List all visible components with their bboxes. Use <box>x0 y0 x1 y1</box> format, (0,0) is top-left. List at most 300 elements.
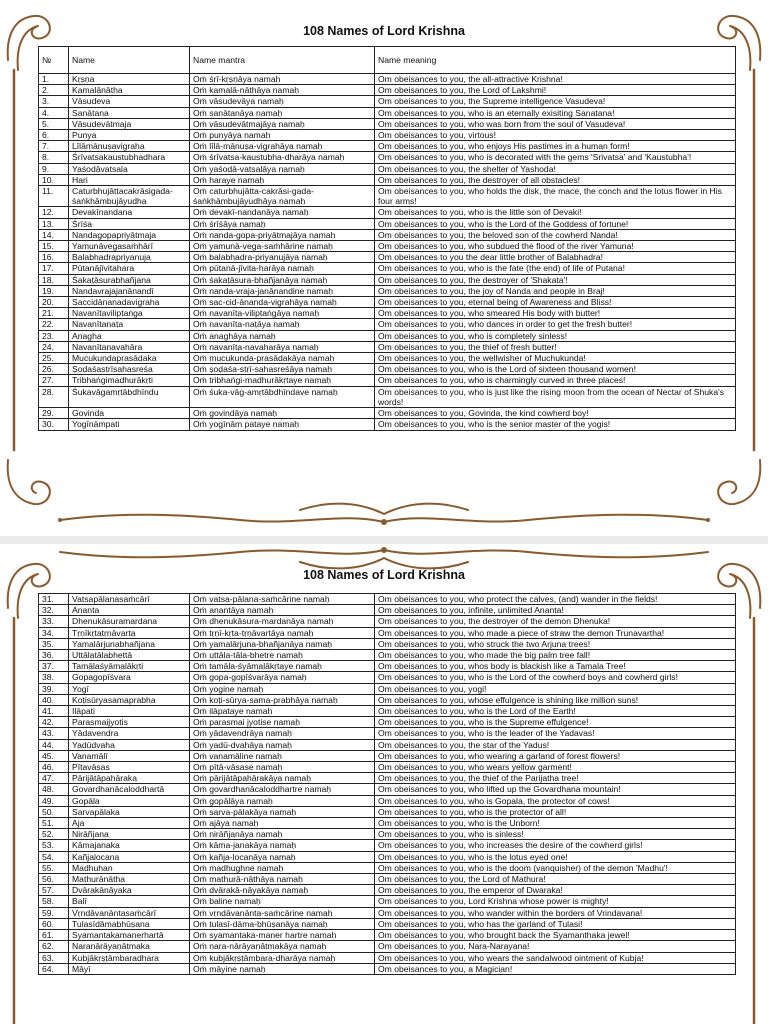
cell-name: Syamantakamanerhartā <box>69 930 190 941</box>
cell-number: 10. <box>39 174 69 185</box>
cell-mantra: Oṁ vāsudevātmajāya namaḥ <box>190 118 375 129</box>
cell-mantra: Oṁ yogine namaḥ <box>190 683 375 694</box>
cell-name: Śukavāgamṛtābdhīndu <box>69 386 190 407</box>
table-row <box>39 650 736 661</box>
cell-mantra: Oṁ pūtanā-jīvita-harāya namaḥ <box>190 263 375 274</box>
cell-mantra: Oṁ mathurā-nāthāya namaḥ <box>190 874 375 885</box>
cell-mantra: Oṁ navanīta-navaharāya namaḥ <box>190 341 375 352</box>
cell-number: 47. <box>39 773 69 784</box>
cell-number: 37. <box>39 661 69 672</box>
cell-number: 38. <box>39 672 69 683</box>
cell-name: Kṛṣṇa <box>69 74 190 85</box>
cell-name: Sarvapālaka <box>69 806 190 817</box>
cell-meaning: Om obeisances to you, the star of the Yadus! <box>375 739 736 750</box>
cell-mantra: Oṁ nanda-gopa-priyātmajāya namaḥ <box>190 229 375 240</box>
cell-name: Hari <box>69 174 190 185</box>
cell-number: 14. <box>39 229 69 240</box>
cell-mantra: Oṁ navanīta-viliptaṅgāya namaḥ <box>190 308 375 319</box>
cell-meaning: Om obeisances to you, the all-attractive Krishna! <box>375 74 736 85</box>
table-row <box>39 930 736 941</box>
cell-meaning: Om obeisances to you, who is the lotus eyed one! <box>375 851 736 862</box>
cell-number: 50. <box>39 806 69 817</box>
cell-meaning: Om obeisances to you, who wander within the borders of Vrindavana! <box>375 907 736 918</box>
table-row <box>39 74 736 85</box>
cell-number: 46. <box>39 762 69 773</box>
table-row <box>39 963 736 974</box>
cell-mantra: Oṁ nirāñjanāya namaḥ <box>190 829 375 840</box>
cell-name: Balabhadrapriyanuja <box>69 252 190 263</box>
cell-number: 61. <box>39 930 69 941</box>
cell-number: 27. <box>39 375 69 386</box>
table-row <box>39 263 736 274</box>
cell-number: 23. <box>39 330 69 341</box>
cell-name: Uttālatālabhettā <box>69 650 190 661</box>
table-row <box>39 297 736 308</box>
table-row <box>39 330 736 341</box>
cell-meaning: Om obeisances to you, the beloved son of the cowherd Nanda! <box>375 229 736 240</box>
table-row <box>39 152 736 163</box>
table-row <box>39 308 736 319</box>
table-body-1 <box>39 74 736 431</box>
cell-name: Kubjākṛṣṭāmbaradhara <box>69 952 190 963</box>
cell-mantra: Oṁ sac-cid-ānanda-vigrahāya namaḥ <box>190 297 375 308</box>
cell-number: 62. <box>39 941 69 952</box>
cell-mantra: Oṁ syamantaka-maner hartre namaḥ <box>190 930 375 941</box>
cell-name: Kāmajanaka <box>69 840 190 851</box>
table-row <box>39 862 736 873</box>
cell-meaning: Om obeisances to you, who is the fate (the end) of life of Putana! <box>375 263 736 274</box>
cell-meaning: Om obeisances to you, the destroyer of all obstacles! <box>375 174 736 185</box>
table-row <box>39 661 736 672</box>
cell-meaning: Om obeisances to you, who wearing a garland of forest flowers! <box>375 750 736 761</box>
cell-number: 43. <box>39 728 69 739</box>
table-row <box>39 795 736 806</box>
cell-number: 15. <box>39 241 69 252</box>
cell-mantra: Oṁ sarva-pālakāya namaḥ <box>190 806 375 817</box>
cell-number: 4. <box>39 107 69 118</box>
cell-meaning: Om obeisances to you, the emperor of Dwaraka! <box>375 885 736 896</box>
cell-number: 6. <box>39 130 69 141</box>
cell-mantra: Oṁ nara-nārāyaṇātmakāya namaḥ <box>190 941 375 952</box>
cell-meaning: Om obeisances to you, the Lord of Lakshmi! <box>375 85 736 96</box>
header-meaning: Name meaning <box>375 47 736 74</box>
cell-meaning: Om obeisances to you, who has the garland of Tulasi! <box>375 918 736 929</box>
table-row <box>39 353 736 364</box>
table-row <box>39 386 736 407</box>
cell-name: Nandagopapriyātmaja <box>69 229 190 240</box>
cell-number: 64. <box>39 963 69 974</box>
cell-meaning: Om obeisances to you, who is the doom (vanquisher) of the demon 'Madhu'! <box>375 862 736 873</box>
cell-name: Govinda <box>69 408 190 419</box>
table-row <box>39 840 736 851</box>
header-mantra: Name mantra <box>190 47 375 74</box>
cell-meaning: Om obeisances to you, the Lord of Mathura! <box>375 874 736 885</box>
cell-name: Parasmaijyotis <box>69 717 190 728</box>
cell-name: Yamalārjunabhañjana <box>69 638 190 649</box>
cell-mantra: Oṁ mucukunda-prasādakāya namaḥ <box>190 353 375 364</box>
cell-number: 8. <box>39 152 69 163</box>
table-row <box>39 818 736 829</box>
cell-mantra: Oṁ śuka-vāg-amṛtābdhīndave namaḥ <box>190 386 375 407</box>
cell-name: Gopagopīśvara <box>69 672 190 683</box>
cell-mantra: Oṁ govindāya namaḥ <box>190 408 375 419</box>
cell-meaning: Om obeisances to you, Nara-Narayana! <box>375 941 736 952</box>
cell-number: 42. <box>39 717 69 728</box>
table-row <box>39 706 736 717</box>
cell-meaning: Om obeisances to you, the thief of fresh butter! <box>375 341 736 352</box>
cell-name: Caturbhujāttacakrāsigada-śaṅkhāmbujāyudha <box>69 186 190 207</box>
table-row <box>39 885 736 896</box>
cell-name: Saccidānanadavigraha <box>69 297 190 308</box>
cell-mantra: Oṁ śrī-kṛṣṇāya namaḥ <box>190 74 375 85</box>
table-row <box>39 683 736 694</box>
table-row <box>39 896 736 907</box>
cell-mantra: Oṁ yogīnām pataye namaḥ <box>190 419 375 430</box>
cell-meaning: Om obeisances to you, the destroyer of the demon Dhenuka! <box>375 616 736 627</box>
cell-number: 1. <box>39 74 69 85</box>
cell-meaning: Om obeisances to you, who is the Supreme effulgence! <box>375 717 736 728</box>
cell-mantra: Oṁ haraye namaḥ <box>190 174 375 185</box>
cell-name: Sanātana <box>69 107 190 118</box>
table-row <box>39 784 736 795</box>
cell-name: Śakaṭāsurabhañjana <box>69 274 190 285</box>
cell-mantra: Oṁ puṇyāya namaḥ <box>190 130 375 141</box>
cell-meaning: Om obeisances to you, the shelter of Yashoda! <box>375 163 736 174</box>
cell-mantra: Oṁ vṛndāvanānta-saṁcārine namaḥ <box>190 907 375 918</box>
cell-meaning: Om obeisances to you, who is the Lord of the cowherd boys and cowherd girls! <box>375 672 736 683</box>
cell-name: Navanītaviliptaṅga <box>69 308 190 319</box>
table-row <box>39 218 736 229</box>
cell-number: 18. <box>39 274 69 285</box>
cell-number: 5. <box>39 118 69 129</box>
cell-name: Vanamālī <box>69 750 190 761</box>
cell-meaning: Om obeisances to you, the joy of Nanda and people in Braj! <box>375 285 736 296</box>
cell-meaning: Om obeisances to you, yogi! <box>375 683 736 694</box>
cell-number: 28. <box>39 386 69 407</box>
table-row <box>39 717 736 728</box>
table-row <box>39 229 736 240</box>
table-row <box>39 274 736 285</box>
cell-mantra: Oṁ sanātanāya namaḥ <box>190 107 375 118</box>
cell-name: Ananta <box>69 605 190 616</box>
cell-meaning: Om obeisances to you, who increases the desire of the cowherd girls! <box>375 840 736 851</box>
table-row <box>39 163 736 174</box>
cell-name: Govardhanācaloddhartā <box>69 784 190 795</box>
cell-name: Tṛṇīkṛtatṛṇāvarta <box>69 627 190 638</box>
cell-number: 56. <box>39 874 69 885</box>
cell-number: 16. <box>39 252 69 263</box>
cell-number: 55. <box>39 862 69 873</box>
cell-meaning: Om obeisances to you, who is an eternally exisiting Sanatana! <box>375 107 736 118</box>
cell-name: Līlāmānuṣavigraha <box>69 141 190 152</box>
cell-meaning: Om obeisances to you, who wears the sandalwood ointment of Kubja! <box>375 952 736 963</box>
cell-mantra: Oṁ caturbhujātta-cakrāsi-gada-śaṅkhāmbujāyudhāya namaḥ <box>190 186 375 207</box>
cell-number: 36. <box>39 650 69 661</box>
cell-mantra: Oṁ vanamāline namaḥ <box>190 750 375 761</box>
names-table-2 <box>38 593 736 975</box>
table-row <box>39 874 736 885</box>
cell-name: Naranārāyaṇātmaka <box>69 941 190 952</box>
cell-meaning: Om obeisances to you, who wears yellow garment! <box>375 762 736 773</box>
table-row <box>39 341 736 352</box>
cell-mantra: Oṁ uttāla-tāla-bhetre namaḥ <box>190 650 375 661</box>
cell-meaning: Om obeisances to you, eternal being of Awareness and Bliss! <box>375 297 736 308</box>
cell-name: Yādavendra <box>69 728 190 739</box>
table-row <box>39 851 736 862</box>
cell-number: 34. <box>39 627 69 638</box>
cell-meaning: Om obeisances to you, who struck the two Arjuna trees! <box>375 638 736 649</box>
cell-number: 45. <box>39 750 69 761</box>
cell-mantra: Oṁ anaghāya namaḥ <box>190 330 375 341</box>
cell-number: 21. <box>39 308 69 319</box>
names-table-1 <box>38 46 736 431</box>
table-row <box>39 174 736 185</box>
cell-meaning: Om obeisances to you, who is the senior master of the yogis! <box>375 419 736 430</box>
cell-meaning: Om obeisances to you, Govinda, the kind cowherd boy! <box>375 408 736 419</box>
cell-mantra: Oṁ śakaṭāsura-bhañjanāya namaḥ <box>190 274 375 285</box>
cell-meaning: Om obeisances to you, who is the Lord of sixteen thousand women! <box>375 364 736 375</box>
table-row <box>39 941 736 952</box>
table-row <box>39 594 736 605</box>
cell-number: 9. <box>39 163 69 174</box>
document-page-2 <box>0 544 768 1024</box>
cell-meaning: Om obeisances to you, who enjoys His pastimes in a human form! <box>375 141 736 152</box>
cell-mantra: Oṁ kamalā-nāthāya namaḥ <box>190 85 375 96</box>
page-title: 108 Names of Lord Krishna <box>303 24 465 38</box>
cell-name: Yaśodāvatsala <box>69 163 190 174</box>
cell-mantra: Oṁ ajāya namaḥ <box>190 818 375 829</box>
cell-meaning: Om obeisances to you, the Supreme intelligence Vasudeva! <box>375 96 736 107</box>
cell-mantra: Oṁ śrīvatsa-kaustubha-dharāya namaḥ <box>190 152 375 163</box>
cell-number: 51. <box>39 818 69 829</box>
cell-name: Ilāpati <box>69 706 190 717</box>
cell-name: Vatsapālanasaṁcārī <box>69 594 190 605</box>
table-row <box>39 285 736 296</box>
cell-name: Pūtanājīvitahara <box>69 263 190 274</box>
cell-name: Mathurānātha <box>69 874 190 885</box>
cell-meaning: Om obeisances to you, who is decorated with the gems 'Srivatsa' and 'Kaustubha'! <box>375 152 736 163</box>
cell-mantra: Oṁ govardhanācaloddhartre namaḥ <box>190 784 375 795</box>
cell-name: Navanītanaṭa <box>69 319 190 330</box>
cell-meaning: Om obeisances to you, the wellwisher of Muchukunda! <box>375 353 736 364</box>
cell-number: 53. <box>39 840 69 851</box>
cell-meaning: Om obeisances to you, who was born from the soul of Vasudeva! <box>375 118 736 129</box>
table-row <box>39 118 736 129</box>
cell-meaning: Om obeisances to you, who is just like the rising moon from the ocean of Nectar of Shuka's words! <box>375 386 736 407</box>
cell-mantra: Oṁ dvārakā-nāyakāya namaḥ <box>190 885 375 896</box>
cell-number: 26. <box>39 364 69 375</box>
cell-number: 57. <box>39 885 69 896</box>
cell-number: 49. <box>39 795 69 806</box>
cell-meaning: Om obeisances to you, who made a piece of straw the demon Trunavartha! <box>375 627 736 638</box>
table-row <box>39 364 736 375</box>
cell-number: 44. <box>39 739 69 750</box>
table-row <box>39 739 736 750</box>
table-row <box>39 728 736 739</box>
cell-name: Koṭisūryasamaprabha <box>69 694 190 705</box>
cell-mantra: Oṁ koṭi-sūrya-sama-prabhāya namaḥ <box>190 694 375 705</box>
cell-name: Aja <box>69 818 190 829</box>
cell-number: 52. <box>39 829 69 840</box>
cell-mantra: Oṁ ṣoḍaśa-strī-sahasreśāya namaḥ <box>190 364 375 375</box>
cell-name: Yogī <box>69 683 190 694</box>
cell-number: 20. <box>39 297 69 308</box>
cell-mantra: Oṁ pārijātāpahārakāya namaḥ <box>190 773 375 784</box>
table-row <box>39 918 736 929</box>
header-name: Name <box>69 47 190 74</box>
cell-meaning: Om obeisances to you, the destroyer of 'Shakata'! <box>375 274 736 285</box>
cell-number: 59. <box>39 907 69 918</box>
cell-meaning: Om obeisances to you, who is the Unborn! <box>375 818 736 829</box>
cell-mantra: Oṁ navanīta-naṭāya namaḥ <box>190 319 375 330</box>
cell-name: Tamālaśyāmalākṛti <box>69 661 190 672</box>
cell-number: 29. <box>39 408 69 419</box>
table-body-2 <box>39 594 736 975</box>
cell-number: 17. <box>39 263 69 274</box>
cell-mantra: Oṁ dhenukāsura-mardanāya namaḥ <box>190 616 375 627</box>
cell-name: Vṛndāvanāntasaṁcārī <box>69 907 190 918</box>
table-row <box>39 762 736 773</box>
cell-mantra: Oṁ vatsa-pālana-saṁcārine namaḥ <box>190 594 375 605</box>
table-row <box>39 207 736 218</box>
table-row <box>39 419 736 430</box>
cell-name: Gopāla <box>69 795 190 806</box>
cell-number: 32. <box>39 605 69 616</box>
cell-number: 25. <box>39 353 69 364</box>
page-title: 108 Names of Lord Krishna <box>303 568 465 582</box>
cell-name: Ṣoḍaśastrīsahasreśa <box>69 364 190 375</box>
cell-number: 39. <box>39 683 69 694</box>
cell-meaning: Om obeisances to you, the thief of the Parijatha tree! <box>375 773 736 784</box>
cell-meaning: Om obeisances to you, who lifted up the Govardhana mountain! <box>375 784 736 795</box>
cell-meaning: Om obeisances to you, who is the protector of all! <box>375 806 736 817</box>
table-row <box>39 375 736 386</box>
table-row <box>39 616 736 627</box>
table-header-row <box>39 47 736 74</box>
table-row <box>39 252 736 263</box>
cell-name: Vāsudeva <box>69 96 190 107</box>
table-row <box>39 829 736 840</box>
table-row <box>39 107 736 118</box>
cell-mantra: Oṁ yamunā-vega-saṁhārine namaḥ <box>190 241 375 252</box>
cell-number: 11. <box>39 186 69 207</box>
cell-name: Mucukundaprasādaka <box>69 353 190 364</box>
cell-mantra: Oṁ kāma-janakāya namaḥ <box>190 840 375 851</box>
cell-mantra: Oṁ devakī-nandanāya namaḥ <box>190 207 375 218</box>
cell-number: 13. <box>39 218 69 229</box>
cell-meaning: Om obeisances to you, whose effulgence is shining like million suns! <box>375 694 736 705</box>
cell-mantra: Oṁ anantāya namaḥ <box>190 605 375 616</box>
cell-number: 7. <box>39 141 69 152</box>
cell-number: 31. <box>39 594 69 605</box>
cell-mantra: Oṁ gopa-gopīśvarāya namaḥ <box>190 672 375 683</box>
cell-meaning: Om obeisances to you, who smeared His body with butter! <box>375 308 736 319</box>
cell-mantra: Oṁ yamalārjuna-bhañjanāya namaḥ <box>190 638 375 649</box>
cell-mantra: Oṁ yaśodā-vatsalāya namaḥ <box>190 163 375 174</box>
cell-name: Tribhaṅgimadhurākṛti <box>69 375 190 386</box>
cell-name: Anagha <box>69 330 190 341</box>
table-row <box>39 319 736 330</box>
cell-meaning: Om obeisances to you, who is charmingly curved in three places! <box>375 375 736 386</box>
cell-name: Puṇya <box>69 130 190 141</box>
cell-name: Devakīnandana <box>69 207 190 218</box>
cell-name: Vāsudevātmaja <box>69 118 190 129</box>
cell-number: 12. <box>39 207 69 218</box>
cell-meaning: Om obeisances to you, who is the little son of Devaki! <box>375 207 736 218</box>
cell-name: Madhuhan <box>69 862 190 873</box>
table-row <box>39 672 736 683</box>
cell-meaning: Om obeisances to you, whos body is blackish like a Tamala Tree! <box>375 661 736 672</box>
cell-mantra: Oṁ balabhadra-priyanujāya namaḥ <box>190 252 375 263</box>
cell-name: Tulasīdāmabhūṣana <box>69 918 190 929</box>
cell-mantra: Oṁ madhughne namaḥ <box>190 862 375 873</box>
cell-meaning: Om obeisances to you, virtous! <box>375 130 736 141</box>
cell-mantra: Oṁ ilāpataye namaḥ <box>190 706 375 717</box>
cell-meaning: Om obeisances to you, who subdued the flood of the river Yamuna! <box>375 241 736 252</box>
cell-mantra: Oṁ māyine namaḥ <box>190 963 375 974</box>
table-row <box>39 186 736 207</box>
cell-name: Kañjalocana <box>69 851 190 862</box>
cell-mantra: Oṁ kañja-locanāya namaḥ <box>190 851 375 862</box>
cell-name: Navanītanavahāra <box>69 341 190 352</box>
cell-meaning: Om obeisances to you, who made the big palm tree fall! <box>375 650 736 661</box>
cell-name: Dhenukāsuramardana <box>69 616 190 627</box>
cell-name: Nandavrajajanānandī <box>69 285 190 296</box>
cell-number: 54. <box>39 851 69 862</box>
table-row <box>39 773 736 784</box>
cell-number: 2. <box>39 85 69 96</box>
header-number: № <box>39 47 69 74</box>
cell-number: 63. <box>39 952 69 963</box>
cell-name: Śrīvatsakaustubhadhara <box>69 152 190 163</box>
cell-meaning: Om obeisances to you, who is the leader of the Yadavas! <box>375 728 736 739</box>
cell-meaning: Om obeisances to you, who is the Lord of the Goddess of fortune! <box>375 218 736 229</box>
cell-number: 35. <box>39 638 69 649</box>
cell-number: 48. <box>39 784 69 795</box>
table-row <box>39 627 736 638</box>
cell-mantra: Oṁ vāsudevāya namaḥ <box>190 96 375 107</box>
cell-name: Pārijātāpahāraka <box>69 773 190 784</box>
table-row <box>39 408 736 419</box>
cell-mantra: Oṁ pītā-vāsase namaḥ <box>190 762 375 773</box>
cell-mantra: Oṁ tamāla-śyāmalākṛtaye namaḥ <box>190 661 375 672</box>
cell-name: Śrīśa <box>69 218 190 229</box>
cell-number: 40. <box>39 694 69 705</box>
cell-name: Nirāñjana <box>69 829 190 840</box>
table-row <box>39 130 736 141</box>
cell-mantra: Oṁ baline namaḥ <box>190 896 375 907</box>
cell-meaning: Om obeisances to you, who is sinless! <box>375 829 736 840</box>
table-row <box>39 85 736 96</box>
cell-meaning: Om obeisances to you, who protect the calves, (and) wander in the fields! <box>375 594 736 605</box>
cell-mantra: Oṁ kubjākṛṣṭāmbara-dharāya namaḥ <box>190 952 375 963</box>
cell-name: Māyī <box>69 963 190 974</box>
cell-meaning: Om obeisances to you, Lord Krishna whose power is mighty! <box>375 896 736 907</box>
table-row <box>39 241 736 252</box>
table-row <box>39 141 736 152</box>
cell-meaning: Om obeisances to you, who holds the disk, the mace, the conch and the lotus flower in His four arms! <box>375 186 736 207</box>
cell-meaning: Om obeisances to you, infinite, unlimited Ananta! <box>375 605 736 616</box>
cell-number: 19. <box>39 285 69 296</box>
cell-name: Yadūdvaha <box>69 739 190 750</box>
table-row <box>39 750 736 761</box>
cell-mantra: Oṁ parasmai jyotise namaḥ <box>190 717 375 728</box>
cell-mantra: Oṁ tribhaṅgi-madhurākṛtaye namaḥ <box>190 375 375 386</box>
cell-mantra: Oṁ tṛṇī-kṛta-tṛṇāvartāya namaḥ <box>190 627 375 638</box>
cell-mantra: Oṁ gopālāya namaḥ <box>190 795 375 806</box>
cell-mantra: Oṁ śrīśāya namaḥ <box>190 218 375 229</box>
cell-meaning: Om obeisances to you, who is Gopala, the protector of cows! <box>375 795 736 806</box>
